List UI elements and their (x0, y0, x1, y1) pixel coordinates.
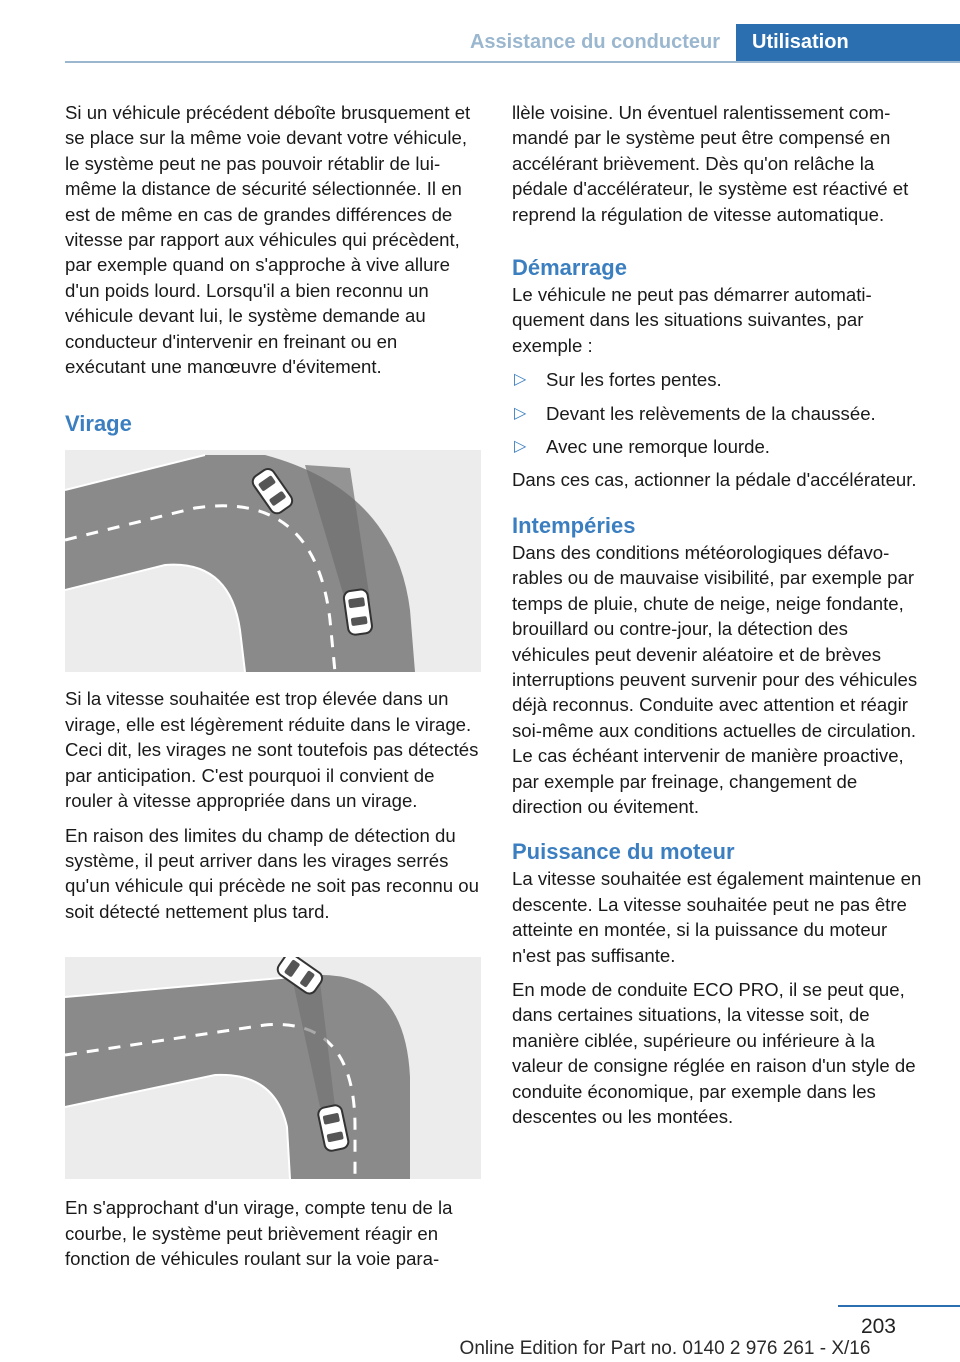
list-item-text: Avec une remorque lourde. (546, 436, 770, 458)
left-column (65, 100, 483, 1280)
curve-illustration-2 (65, 957, 481, 1179)
paragraph: La vitesse souhaitée est également maintenue en descente. La vitesse souhaitée peut ne pas être atteinte en montée, si la puissance du moteur n'est pas suffisante. (512, 868, 922, 966)
paragraph: Si un véhicule précédent déboîte brusquement et se place sur la même voie devant votre véhicule, le système peut ne pas pouvoir rétablir de lui-même la distance de sécurité sélectionnée. Il en est de même en cas de grandes différences de vitesse par rapport aux véhicules qui précèdent, par exemple quand on s'approche à vive allure d'un poids lourd. Lorsqu'il a bien reconnu un véhicule devant lui, le système demande au conducteur d'intervenir en freinant ou en exécutant une manœuvre d'évitement. (65, 102, 471, 378)
header-section-title: Assistance du conducteur (469, 31, 720, 53)
paragraph: En mode de conduite ECO PRO, il se peut que, dans certaines situations, la vitesse soit, de manière ciblée, supérieure ou inférieure à la valeur de consigne réglée en raison d'un style de conduite économique, par exemple dans les descentes ou les montées. (512, 978, 916, 1127)
paragraph: Si la vitesse souhaitée est trop élevée dans un virage, elle est légèrement réduite dans le virage. Ceci dit, les virages ne sont toutefois pas détectés par anticipation. C'est pourquoi il convient de rouler à vitesse appropriée dans un virage. (65, 688, 479, 812)
paragraph: En raison des limites du champ de détection du système, il peut arriver dans les virages serrés qu'un véhicule qui précède ne soit pas reconnu ou soit détecté nettement plus tard. (65, 824, 479, 922)
header-chapter-tab: Utilisation (736, 24, 960, 61)
paragraph: En s'approchant d'un virage, compte tenu de la courbe, le système peut brièvement réagir en fonction de véhicules roulant sur la voie para- (65, 1197, 453, 1269)
list-item (512, 401, 930, 426)
footer-rule (838, 1305, 960, 1307)
heading-demarrage: Démarrage (512, 255, 627, 281)
list-item (512, 367, 930, 392)
triangle-bullet-icon: ▷ (514, 438, 527, 456)
paragraph: llèle voisine. Un éventuel ralentissement commandé par le système peut être compensé en accélérant brièvement. Dès qu'on relâche la pédale d'accélérateur, le système est réactivé et reprend la régulation de vitesse automatique. (512, 102, 909, 225)
heading-puissance-moteur: Puissance du moteur (512, 839, 735, 865)
header-rule (65, 61, 960, 63)
heading-virage: Virage (65, 411, 132, 437)
paragraph: Le véhicule ne peut pas démarrer automatiquement dans les situations suivantes, par exemple : (512, 284, 872, 356)
triangle-bullet-icon: ▷ (514, 371, 527, 389)
list-item-text: Devant les relèvements de la chaussée. (546, 402, 876, 424)
curve-illustration-1 (65, 450, 481, 672)
triangle-bullet-icon: ▷ (514, 404, 527, 422)
right-column (512, 100, 930, 1138)
paragraph: Dans ces cas, actionner la pédale d'accélérateur. (512, 469, 917, 491)
list-item (512, 434, 930, 459)
bullet-list (512, 367, 930, 459)
paragraph: Dans des conditions météorologiques défavorables ou de mauvaise visibilité, par exemple par temps de pluie, chute de neige, neige fondante, brouillard ou contre-jour, la détection des véhicules peut devenir aléatoire et de brèves interruptions peuvent survenir pour des véhicules déjà reconnus. Conduite avec attention et réagir soi-même aux conditions actuelles de circulation. Le cas échéant intervenir de manière proactive, par exemple par freinage, changement de direction ou évitement. (512, 541, 918, 817)
page-number: 203 (860, 1315, 896, 1338)
heading-intemperies: Intempéries (512, 512, 636, 538)
list-item-text: Sur les fortes pentes. (546, 369, 722, 391)
car-icon (343, 589, 373, 636)
edition-footer: Online Edition for Part no. 0140 2 976 261 - X/16 (459, 1338, 871, 1359)
